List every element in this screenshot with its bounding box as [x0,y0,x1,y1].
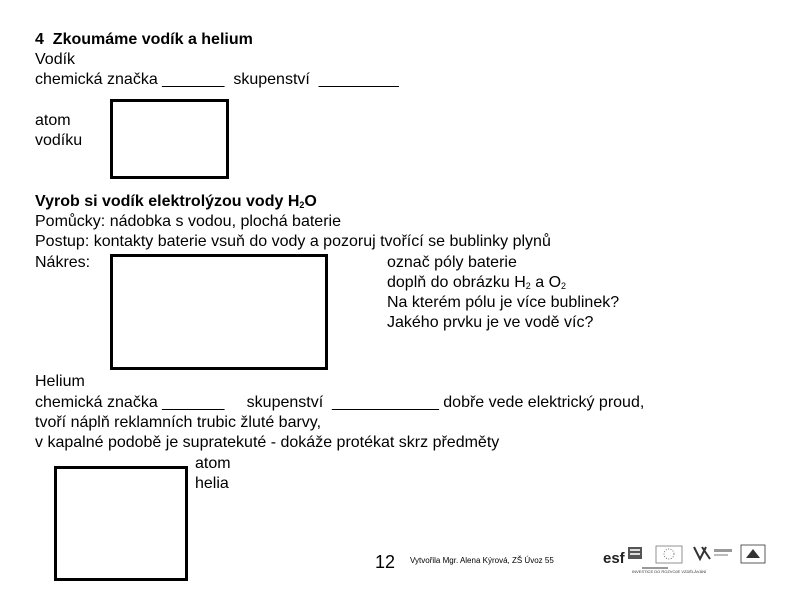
experiment-drawing-box[interactable] [110,254,328,370]
task-poly-baterie: označ póly baterie [387,254,517,271]
helium-atom-drawing-box[interactable] [54,466,188,581]
helium-znacka-line: chemická značka _______ skupenství ____________ dobře vede elektrický proud, [35,394,645,411]
eu-logo-strip [602,543,770,577]
task-vice-bublinek: Na kterém pólu je více bublinek? [387,294,620,311]
experiment-nakres-label: Nákres: [35,254,91,271]
helium-title: Helium [35,373,85,390]
experiment-pomucky: Pomůcky: nádobka s vodou, plochá baterie [35,213,341,230]
task-prvek-ve-vode: Jakého prvku je ve vodě víc? [387,314,594,331]
task-doplnit-h2-o2: doplň do obrázku $H_2$ a $O_2$ [387,274,567,291]
logo-bottom-caption: INVESTICE DO ROZVOJE VZDĚLÁVÁNÍ [632,569,707,574]
vodik-title: Vodík [35,51,76,68]
page-number: 12 [375,552,396,572]
esf-logo-text: esf [603,550,625,567]
vodik-atom-label-2: vodíku [35,132,83,149]
vodik-atom-label: atom [35,112,71,129]
helium-atom-label-2: helia [195,475,229,492]
page-heading: 4 Zkoumáme vodík a helium [35,31,253,48]
experiment-postup: Postup: kontakty baterie vsuň do vody a pozoruj tvořící se bublinky plynů [35,233,551,250]
helium-atom-label: atom [195,455,231,472]
vodik-znacka-line: chemická značka _______ skupenství _________ [35,71,399,88]
helium-line-2: tvoří náplň reklamních trubic žluté barvy, [35,414,322,431]
helium-line-3: v kapalné podobě je supratekuté - dokáže protékat skrz předměty [35,434,500,451]
author-credit: Vytvořila Mgr. Alena Kýrová, ZŠ Úvoz 55 [410,556,554,565]
vodik-atom-drawing-box[interactable] [110,99,229,179]
experiment-title: Vyrob si vodík elektrolýzou vody $H_2O$ [35,193,317,210]
